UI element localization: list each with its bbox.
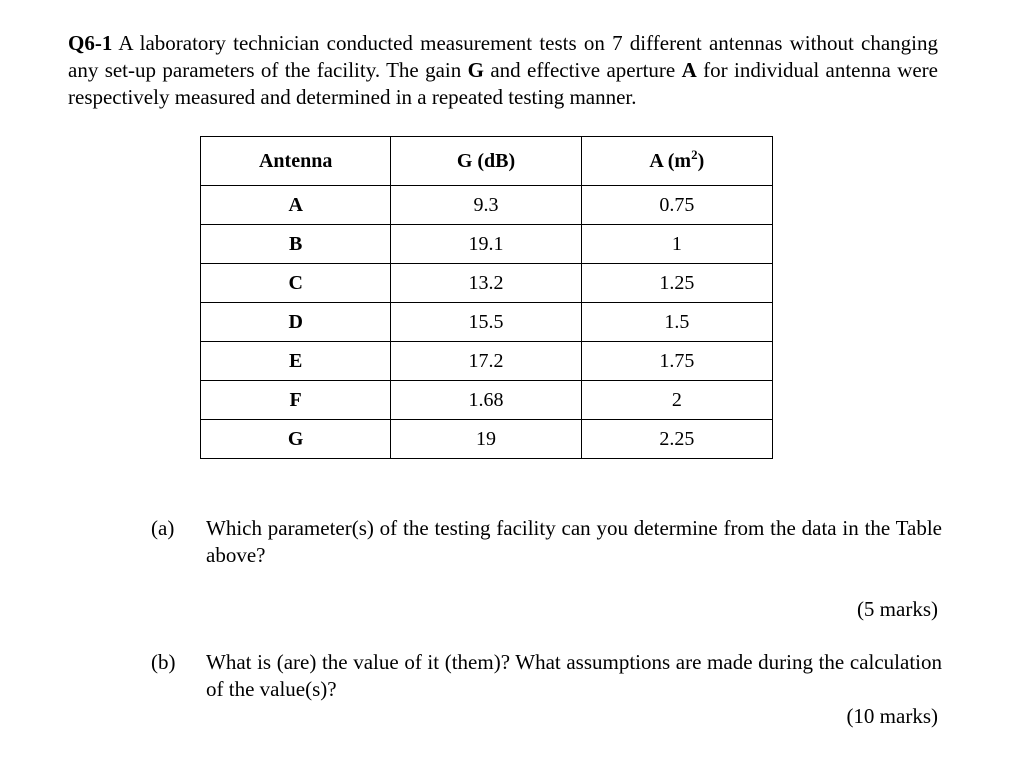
table-row	[201, 225, 773, 264]
cell-antenna: C	[201, 264, 391, 303]
cell-aperture: 2.25	[581, 420, 772, 459]
header-aperture	[581, 137, 772, 186]
cell-antenna: B	[201, 225, 391, 264]
question-text-1: A laboratory technician conducted measurement tests on 7 different antennas without changing any set-up parameters of the facility. The gain	[68, 31, 938, 82]
cell-gain: 9.3	[391, 186, 581, 225]
question-text-3: for individual antenna were respectively measured and determined in a repeated testing manner.	[68, 58, 938, 109]
part-b-text: What is (are) the value of it (them)? What assumptions are made during the calculation of the value(s)?	[206, 650, 942, 701]
question-text-2: and effective aperture	[483, 58, 682, 82]
table-row	[201, 264, 773, 303]
table-row	[201, 381, 773, 420]
cell-aperture: 1	[581, 225, 772, 264]
cell-gain: 13.2	[391, 264, 581, 303]
header-aperture-close: )	[697, 149, 705, 172]
cell-aperture: 1.25	[581, 264, 772, 303]
header-gain: G (dB)	[391, 137, 581, 186]
table-row	[201, 186, 773, 225]
cell-aperture: 0.75	[581, 186, 772, 225]
part-a-text: Which parameter(s) of the testing facility can you determine from the data in the Table above?	[206, 516, 942, 567]
part-a-marks: (5 marks)	[856, 597, 938, 621]
part-b-marks: (10 marks)	[846, 704, 938, 728]
cell-aperture: 1.75	[581, 342, 772, 381]
cell-gain: 15.5	[391, 303, 581, 342]
table-row	[201, 420, 773, 459]
gain-symbol: G	[467, 58, 484, 82]
cell-antenna: D	[201, 303, 391, 342]
cell-antenna: G	[201, 420, 391, 459]
cell-gain: 1.68	[391, 381, 581, 420]
question-number: Q6-1	[68, 31, 113, 55]
cell-antenna: E	[201, 342, 391, 381]
question-stem	[68, 30, 938, 111]
cell-aperture: 1.5	[581, 303, 772, 342]
part-b-label: (b)	[151, 650, 176, 674]
aperture-symbol: A	[681, 58, 697, 82]
part-a-label: (a)	[151, 516, 175, 540]
cell-aperture: 2	[581, 381, 772, 420]
header-antenna: Antenna	[201, 137, 391, 186]
cell-antenna: F	[201, 381, 391, 420]
cell-gain: 17.2	[391, 342, 581, 381]
header-aperture-superscript: 2	[691, 146, 698, 162]
cell-gain: 19.1	[391, 225, 581, 264]
cell-antenna: A	[201, 186, 391, 225]
antenna-data-table	[200, 136, 773, 459]
cell-gain: 19	[391, 420, 581, 459]
header-aperture-text: A (m	[649, 149, 692, 172]
table-row	[201, 342, 773, 381]
table-row	[201, 303, 773, 342]
table-header-row	[201, 137, 773, 186]
